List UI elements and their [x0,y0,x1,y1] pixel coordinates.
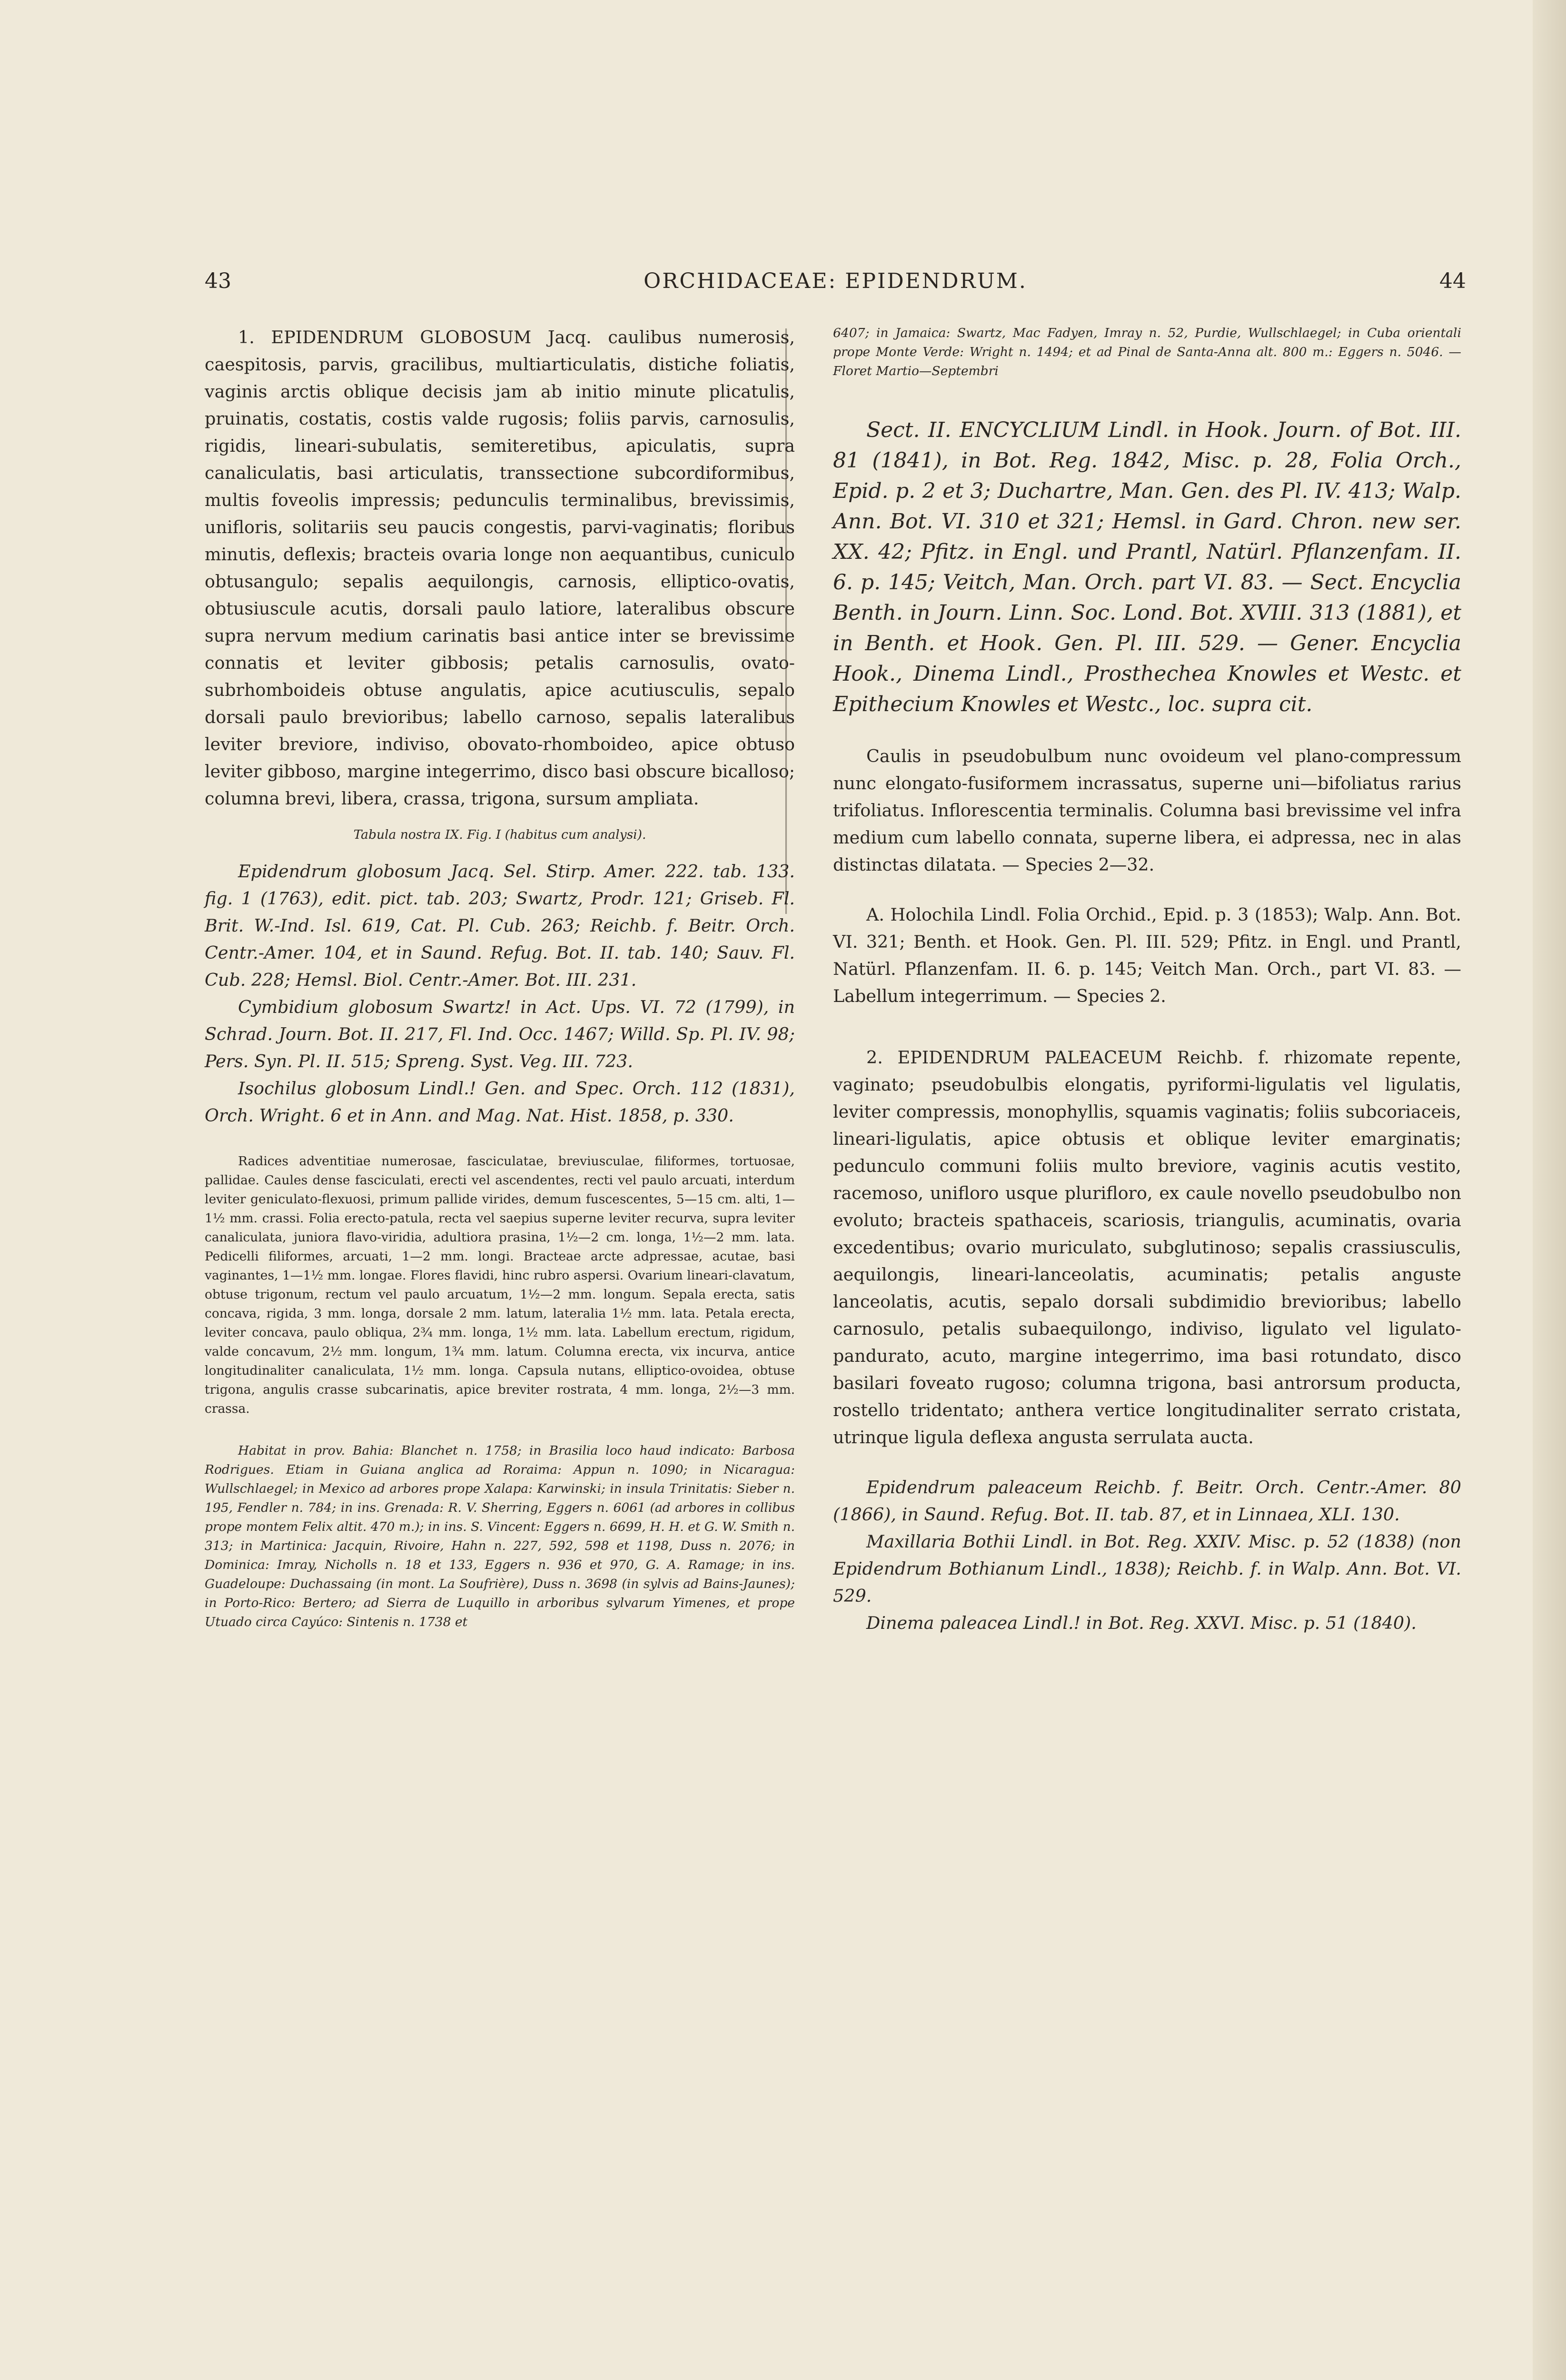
synonym-citation: Cymbidium globosum Swartz! in Act. Ups. VI. 72 (1799), in Schrad. Journ. Bot. II. 217, Fl. Ind. Occ. 1467; Willd. Sp. Pl. IV. 98; Pers. Syn. Pl. II. 515; Spreng. Syst. Veg. III. 723. [205,997,795,1071]
page-number-right: 44 [1439,269,1466,293]
synonym-citation: Maxillaria Bothii Lindl. in Bot. Reg. XXIV. Misc. p. 52 (1838) (non Epidendrum Bothianum Lindl., 1838); Reichb. f. in Walp. Ann. Bot. VI. 529. [833,1531,1461,1606]
habitat-records: Habitat in prov. Bahia: Blanchet n. 1758; in Brasilia loco haud indicato: Barbosa Rodrigues. Etiam in Guiana anglica ad Roraima: Appun n. 1090; in Nicaragua: Wullschlaegel; in Mexico ad arbores prope Xalapa: Karwinski; in insula Trinitatis: Sieber n. 195, Fendler n. 784; in ins. Grenada: R. V. Sherring, Eggers n. 6061 (ad arbores in collibus prope montem Felix altit. 470 m.); in ins. S. Vincent: Eggers n. 6699, H. H. et G. W. Smith n. 313; in Martinica: Jacquin, Rivoire, Hahn n. 227, 592, 598 et 1198, Duss n. 2076; in Dominica: Imray, Nicholls n. 18 et 133, Eggers n. 936 et 970, G. A. Ramage; in ins. Guadeloupe: Duchassaing (in mont. La Soufrière), Duss n. 3698 (in sylvis ad Bains-Jaunes); in Porto-Rico: Bertero; ad Sierra de Luquillo in arboribus sylvarum Yimenes, et prope Utuado circa Cayúco: Sintenis n. 1738 et [205,1443,795,1629]
synonym-citation: Epidendrum globosum Jacq. Sel. Stirp. Amer. 222. tab. 133. fig. 1 (1763), edit. pict. tab. 203; Swartz, Prodr. 121; Griseb. Fl. Brit. W.-Ind. Isl. 619, Cat. Pl. Cub. 263; Reichb. f. Beitr. Orch. Centr.-Amer. 104, et in Saund. Refug. Bot. II. tab. 140; Sauv. Fl. Cub. 228; Hemsl. Biol. Centr.-Amer. Bot. III. 231. [205,861,795,990]
species-diagnosis: 2. EPIDENDRUM PALEACEUM Reichb. f. rhizomate repente, vaginato; pseudobulbis elongatis, pyriformi-ligulatis vel ligulatis, leviter compressis, monophyllis, squamis vaginatis; foliis subcoriaceis, lineari-ligulatis, apice obtusis et oblique leviter emarginatis; pedunculo communi foliis multo breviore, vaginis acutis vestito, racemoso, unifloro usque plurifloro, ex caule novello pseudobulbo non evoluto; bracteis spathaceis, scariosis, triangulis, acuminatis, ovaria excedentibus; ovario muriculato, subglutinoso; sepalis crassiusculis, aequilongis, lineari-lanceolatis, acuminatis; petalis anguste lanceolatis, acutis, sepalo dorsali subdimidio brevioribus; labello carnosulo, petalis subaequilongo, indiviso, ligulato vel ligulato-pandurato, acuto, margine integerrimo, ima basi rotundato, disco basilari foveato rugoso; columna trigona, basi antrorsum producta, rostello tridentato; anthera vertice longitudinaliter serrato cristata, utrinque ligula deflexa angusta serrulata aucta. [833,1047,1461,1448]
page-edge [1533,0,1566,2380]
section-heading: Sect. II. ENCYCLIUM Lindl. in Hook. Journ. of Bot. III. 81 (1841), in Bot. Reg. 1842, Misc. p. 28, Folia Orch., Epid. p. 2 et 3; Duchartre, Man. Gen. des Pl. IV. 413; Walp. Ann. Bot. VI. 310 et 321; Hemsl. in Gard. Chron. new ser. XX. 42; Pfitz. in Engl. und Prantl, Natürl. Pflanzenfam. II. 6. p. 145; Veitch, Man. Orch. part VI. 83. — Sect. Encyclia Benth. in Journ. Linn. Soc. Lond. Bot. XVIII. 313 (1881), et in Benth. et Hook. Gen. Pl. III. 529. — Gener. Encyclia Hook., Dinema Lindl., Prosthechea Knowles et Westc. et Epithecium Knowles et Westc., loc. supra cit. [833,418,1461,716]
subsection-heading: A. Holochila Lindl. Folia Orchid., Epid. p. 3 (1853); Walp. Ann. Bot. VI. 321; Benth. et Hook. Gen. Pl. III. 529; Pfitz. in Engl. und Prantl, Natürl. Pflanzenfam. II. 6. p. 145; Veitch Man. Orch., part VI. 83. — Labellum integerrimum. — Species 2. [833,904,1461,1006]
plate-reference: Tabula nostra IX. Fig. I (habitus cum analysi). [353,827,646,842]
page-number-left: 43 [205,269,231,293]
morphological-description: Radices adventitiae numerosae, fasciculatae, breviusculae, filiformes, tortuosae, pallidae. Caules dense fasciculati, erecti vel ascendentes, recti vel paulo arcuati, interdum leviter geniculato-flexuosi, primum pallide virides, demum fuscescentes, 5—15 cm. alti, 1—1½ mm. crassi. Folia erecto-patula, recta vel saepius superne leviter recurva, supra leviter canaliculata, juniora flavo-viridia, adultiora prasina, 1½—2 cm. longa, 1½—2 mm. lata. Pedicelli filiformes, arcuati, 1—2 mm. longi. Bracteae arcte adpressae, acutae, basi vaginantes, 1—1½ mm. longae. Flores flavidi, hinc rubro aspersi. Ovarium lineari-clavatum, obtuse trigonum, rectum vel paulo arcuatum, 1½—2 mm. longum. Sepala erecta, satis concava, rigida, 3 mm. longa, dorsale 2 mm. latum, lateralia 1½ mm. lata. Petala erecta, leviter concava, paulo obliqua, 2¾ mm. longa, 1½ mm. lata. Labellum erectum, rigidum, valde concavum, 2½ mm. longum, 1¾ mm. latum. Columna erecta, vix incurva, antice longitudinaliter canaliculata, 1½ mm. longa. Capsula nutans, elliptico-ovoidea, obtuse trigona, angulis crasse subcarinatis, apice breviter rostrata, 4 mm. longa, 2½—3 mm. crassa. [205,1154,795,1416]
habitat-records-continued: 6407; in Jamaica: Swartz, Mac Fadyen, Imray n. 52, Purdie, Wullschlaegel; in Cuba orientali prope Monte Verde: Wright n. 1494; et ad Pinal de Santa-Anna alt. 800 m.: Eggers n. 5046. — Floret Martio—Septembri [833,326,1461,378]
left-column [205,324,795,1632]
synonym-citation: Dinema paleacea Lindl.! in Bot. Reg. XXVI. Misc. p. 51 (1840). [866,1613,1417,1633]
right-column [833,324,1461,1636]
section-diagnosis: Caulis in pseudobulbum nunc ovoideum vel plano-compressum nunc elongato-fusiformem incrassatus, superne uni—bifoliatus rarius trifoliatus. Inflorescentia terminalis. Columna basi brevissime vel infra medium cum labello connata, superne libera, ei adpressa, nec in alas distinctas dilatata. — Species 2—32. [833,746,1461,875]
synonym-citation: Isochilus globosum Lindl.! Gen. and Spec. Orch. 112 (1831), Orch. Wright. 6 et in Ann. and Mag. Nat. Hist. 1858, p. 330. [205,1078,795,1126]
synonym-citation: Epidendrum paleaceum Reichb. f. Beitr. Orch. Centr.-Amer. 80 (1866), in Saund. Refug. Bot. II. tab. 87, et in Linnaea, XLI. 130. [833,1477,1461,1525]
species-diagnosis: 1. EPIDENDRUM GLOBOSUM Jacq. caulibus numerosis, caespitosis, parvis, gracilibus, multiarticulatis, distiche foliatis, vaginis arctis oblique decisis jam ab initio minute plicatulis, pruinatis, costatis, costis valde rugosis; foliis parvis, carnosulis, rigidis, lineari-subulatis, semiteretibus, apiculatis, supra canaliculatis, basi articulatis, transsectione subcordiformibus, multis foveolis impressis; pedunculis terminalibus, brevissimis, unifloris, solitariis seu paucis congestis, parvi-vaginatis; floribus minutis, deflexis; bracteis ovaria longe non aequantibus, cuniculo obtusangulo; sepalis aequilongis, carnosis, elliptico-ovatis, obtusiuscule acutis, dorsali paulo latiore, lateralibus obscure supra nervum medium carinatis basi antice inter se brevissime connatis et leviter gibbosis; petalis carnosulis, ovato-subrhomboideis obtuse angulatis, apice acutiusculis, sepalo dorsali paulo brevioribus; labello carnoso, sepalis lateralibus leviter breviore, indiviso, obovato-rhomboideo, apice obtuso leviter gibboso, margine integerrimo, disco basi obscure bicalloso; columna brevi, libera, crassa, trigona, sursum ampliata. [205,327,795,809]
running-title: ORCHIDACEAE: EPIDENDRUM. [644,269,1027,293]
running-header [205,269,1466,302]
